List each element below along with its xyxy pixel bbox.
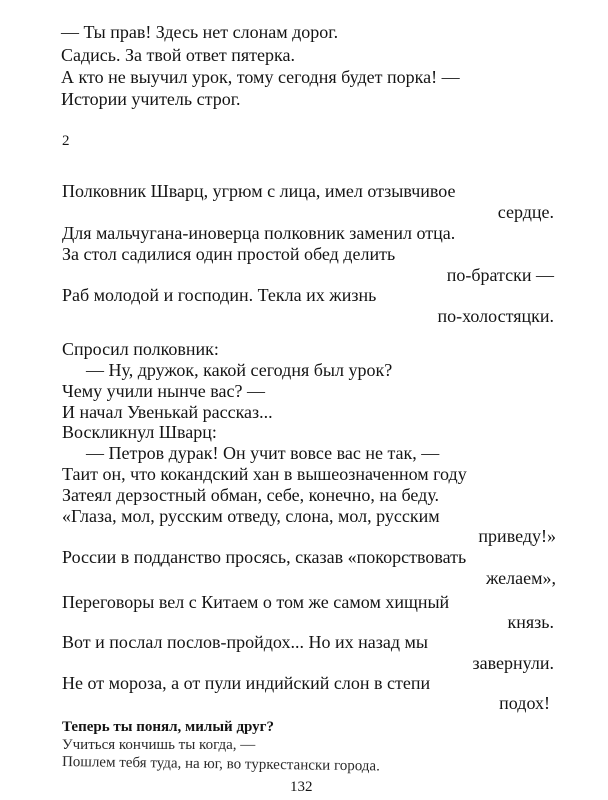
- stanza3-line-15: Вот и послал послов-пройдох... Но их назад мы: [62, 632, 428, 652]
- stanza2-line-4: За стол садилися один простой обед делить: [62, 244, 396, 264]
- stanza2-line-2: сердце.: [497, 202, 554, 222]
- stanza1-line-3: А кто не выучил урок, тому сегодня будет порка! —: [61, 67, 460, 87]
- stanza3-line-7: Таит он, что кокандский хан в вышеозначенном году: [62, 464, 467, 484]
- stanza3-line-3: Чему учили нынче вас? —: [62, 381, 266, 401]
- stanza3-line-21: Пошлем тебя туда, на юг, во туркестански города.: [61, 754, 381, 775]
- page-number: 132: [290, 779, 313, 795]
- stanza3-line-12: желаем»,: [485, 568, 556, 588]
- stanza3-line-10: приведу!»: [478, 526, 556, 546]
- stanza3-line-13: Переговоры вел с Китаем о том же самом хищный: [62, 592, 450, 612]
- stanza3-line-11: России в подданство просясь, сказав «покорствовать: [62, 547, 467, 567]
- stanza3-line-14: князь.: [507, 612, 554, 632]
- stanza3-line-6: — Петров дурак! Он учит вовсе вас не так, —: [86, 443, 440, 463]
- stanza2-line-7: по-холостяцки.: [437, 306, 554, 326]
- stanza3-line-8: Затеял дерзостный обман, себе, конечно, на беду.: [62, 485, 440, 505]
- stanza1-line-2: Садись. За твой ответ пятерка.: [61, 45, 295, 65]
- stanza2-line-6: Раб молодой и господин. Текла их жизнь: [62, 285, 377, 305]
- stanza2-line-3: Для мальчугана-иноверца полковник заменил отца.: [62, 223, 456, 243]
- stanza2-line-1: Полковник Шварц, угрюм с лица, имел отзывчивое: [62, 181, 456, 201]
- stanza2-line-5: по-братски —: [446, 265, 554, 285]
- stanza3-line-16: завернули.: [472, 653, 554, 673]
- stanza3-line-17: Не от мороза, а от пули индийский слон в степи: [62, 673, 431, 693]
- stanza1-line-1: — Ты прав! Здесь нет слонам дорог.: [61, 22, 339, 42]
- stanza3-line-4: И начал Увенькай рассказ...: [62, 402, 273, 422]
- stanza3-line-20: Учиться кончишь ты когда, —: [62, 737, 256, 753]
- stanza3-line-9: «Глаза, мол, русским отведу, слона, мол, русским: [62, 506, 440, 526]
- stanza3-line-5: Воскликнул Шварц:: [62, 422, 217, 442]
- stanza3-line-19: Теперь ты понял, милый друг?: [62, 719, 274, 735]
- stanza3-line-2: — Ну, дружок, какой сегодня был урок?: [86, 360, 393, 380]
- stanza3-line-1: Спросил полковник:: [62, 339, 219, 359]
- section-number: 2: [62, 133, 70, 149]
- stanza3-line-18: подох!: [499, 693, 550, 713]
- stanza1-line-4: Истории учитель строг.: [61, 89, 241, 109]
